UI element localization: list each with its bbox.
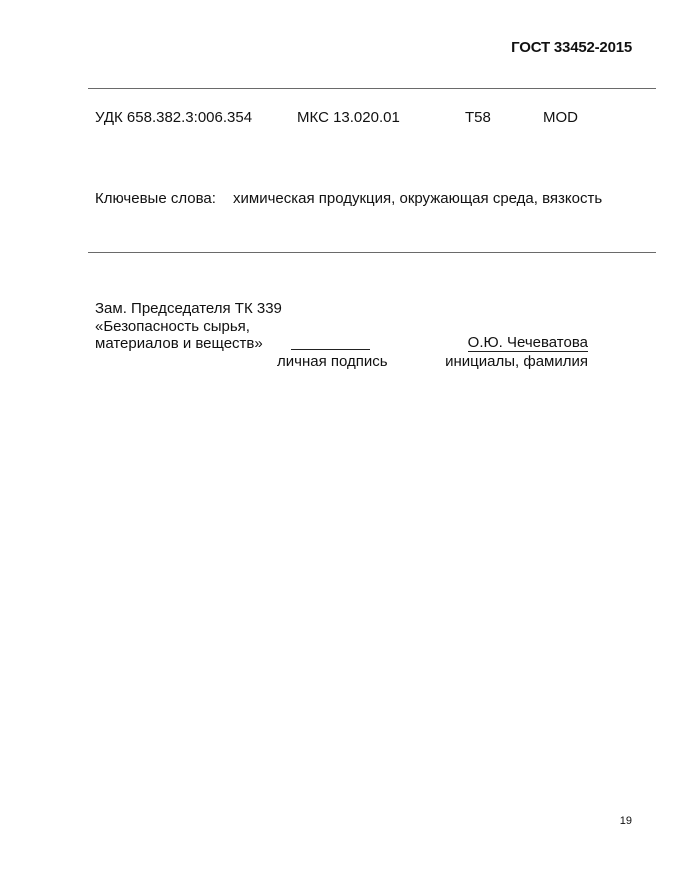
bottom-divider — [88, 252, 656, 253]
keywords-value: химическая продукция, окружающая среда, вязкость — [233, 190, 603, 207]
name-caption: инициалы, фамилия — [445, 353, 588, 370]
udk-code: УДК 658.382.3:006.354 — [95, 109, 253, 126]
signature-caption: личная подпись — [277, 353, 388, 370]
document-standard-id: ГОСТ 33452-2015 — [511, 39, 632, 56]
signature-blank-line — [291, 349, 370, 350]
top-divider — [88, 88, 656, 89]
signer-position-line-2: «Безопасность сырья, — [95, 318, 250, 335]
keywords-label: Ключевые слова: — [95, 190, 216, 207]
group-code: Т58 — [465, 109, 491, 126]
signer-position-line-1: Зам. Председателя ТК 339 — [95, 300, 282, 317]
signer-position-line-3: материалов и веществ» — [95, 335, 263, 352]
harmonization-degree: MOD — [543, 109, 578, 126]
page-number: 19 — [619, 815, 632, 827]
signer-name: О.Ю. Чечеватова — [467, 334, 588, 351]
mks-code: МКС 13.020.01 — [297, 109, 400, 126]
